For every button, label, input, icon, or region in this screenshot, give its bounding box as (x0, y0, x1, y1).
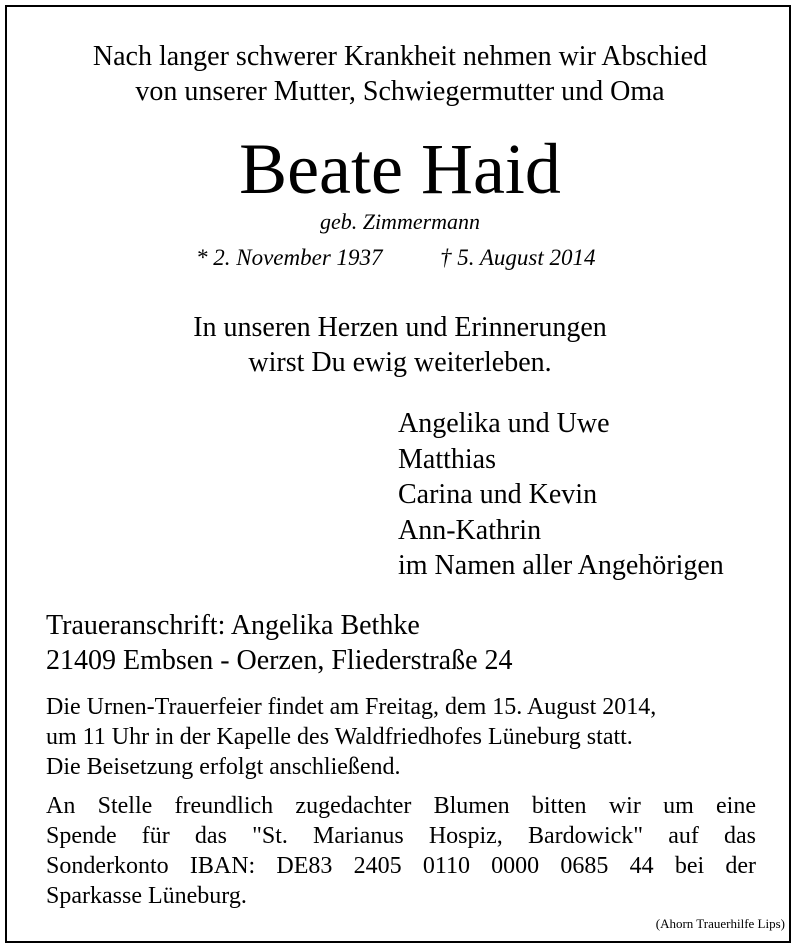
ceremony-line-3: Die Beisetzung erfolgt anschließend. (46, 754, 401, 780)
signer: im Namen aller Angehörigen (398, 550, 724, 581)
address-line-2: 21409 Embsen - Oerzen, Fliederstraße 24 (46, 645, 513, 676)
verse-line-2: wirst Du ewig weiterleben. (248, 347, 552, 378)
donation-line-3: Sonderkonto IBAN: DE83 2405 0110 0000 0685 44 bei der (46, 853, 756, 879)
ceremony-paragraph (46, 692, 756, 782)
verse-line-1: In unseren Herzen und Erinnerungen (193, 312, 607, 343)
birth-date: * 2. November 1937 (196, 245, 383, 270)
intro-line-2: von unserer Mutter, Schwiegermutter und Oma (135, 76, 665, 107)
ceremony-line-1: Die Urnen-Trauerfeier findet am Freitag, dem 15. August 2014, (46, 694, 657, 720)
signer: Carina und Kevin (398, 479, 598, 510)
signers-block (398, 406, 724, 584)
donation-paragraph (46, 791, 756, 911)
signer: Ann-Kathrin (398, 514, 542, 546)
donation-line-4: Sparkasse Lüneburg. (46, 883, 247, 909)
deceased-name: Beate Haid (239, 129, 561, 209)
mourning-address (46, 608, 513, 678)
address-line-1: Traueranschrift: Angelika Bethke (46, 610, 420, 641)
death-date: † 5. August 2014 (440, 245, 596, 270)
birth-name: geb. Zimmermann (319, 209, 481, 234)
ceremony-line-2: um 11 Uhr in der Kapelle des Waldfriedhofes Lüneburg statt. (46, 724, 633, 750)
donation-line-1: An Stelle freundlich zugedachter Blumen bitten wir um eine (46, 793, 756, 819)
donation-line-2: Spende für das "St. Marianus Hospiz, Bardowick" auf das (46, 823, 756, 849)
signer: Angelika und Uwe (398, 408, 610, 439)
funeral-home-credit: (Ahorn Trauerhilfe Lips) (655, 916, 785, 931)
signer: Matthias (398, 443, 496, 475)
intro-line-1: Nach langer schwerer Krankheit nehmen wir Abschied (92, 41, 708, 72)
